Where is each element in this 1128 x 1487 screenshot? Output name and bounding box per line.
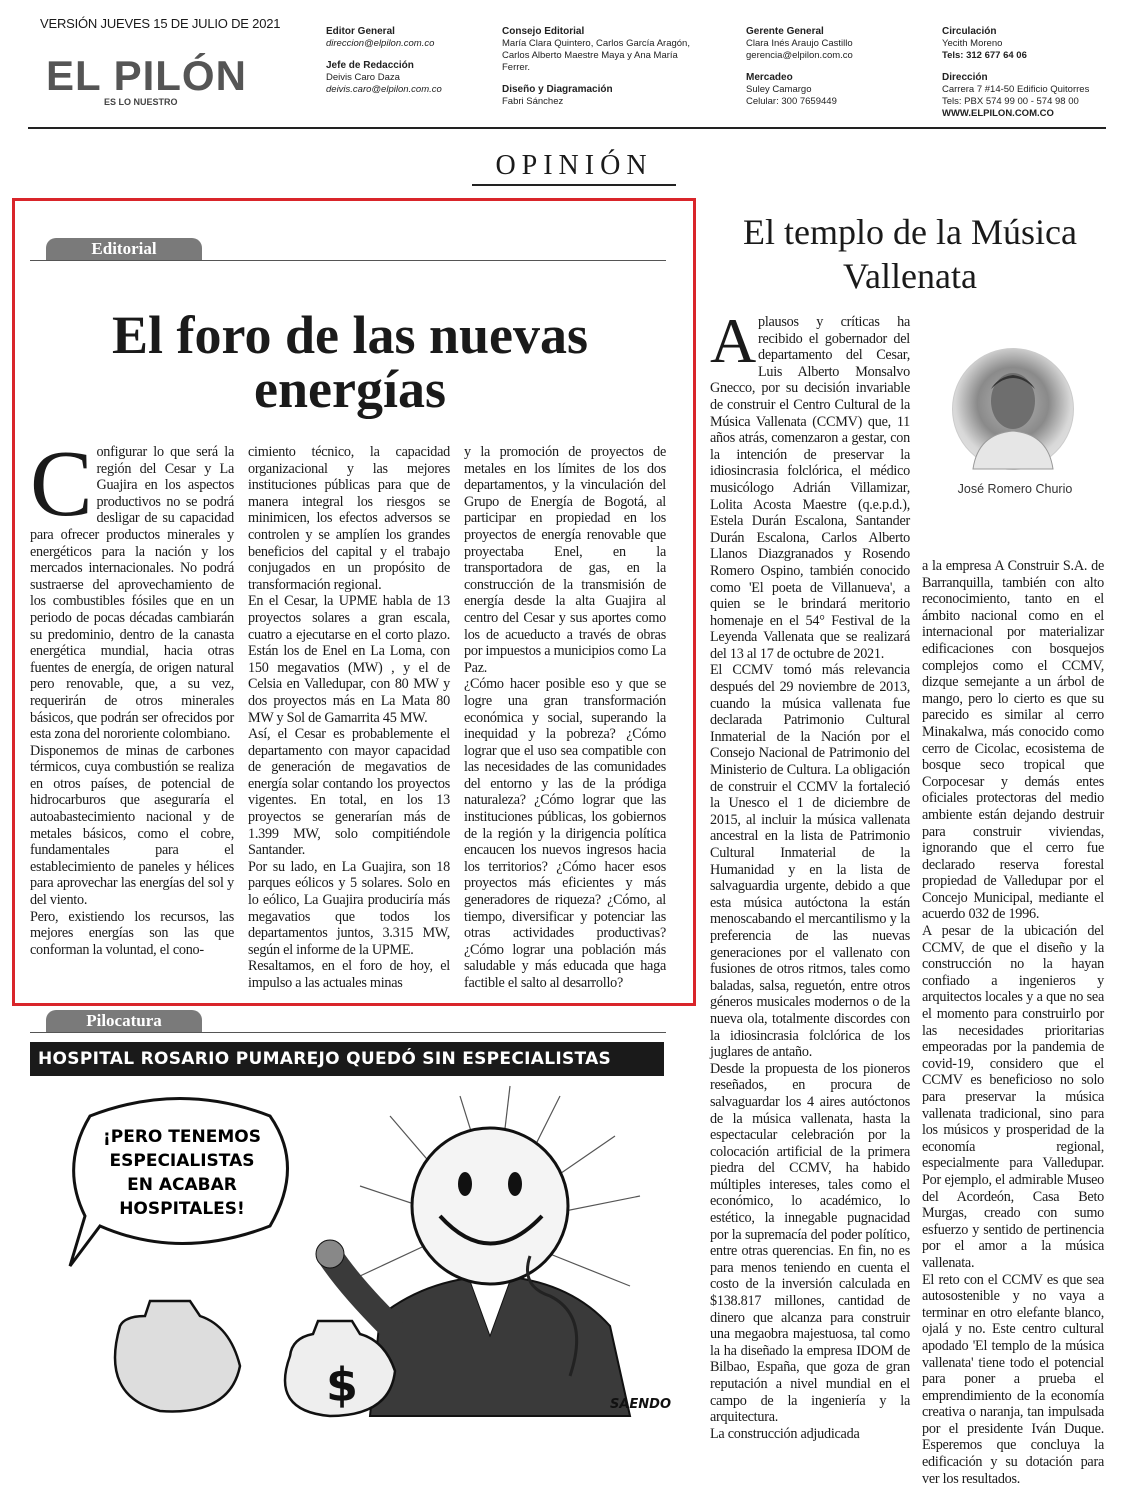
opinion-column-2 bbox=[922, 558, 1104, 1487]
editorial-column-3 bbox=[464, 444, 666, 992]
paragraph: A pesar de la ubicación del CCMV, de que el diseño y la construcción no la hayan confiado a ingenieros y arquitectos locales y a que no sea el momento para construirlo por las necesidades prioritarias empeoradas por la pandemia de covid-19, considero que el CCMV es beneficioso no solo para preservar la música vallenata tradicional, sino para los músicos y prosperidad de la economía regional, especialmente para Valledupar. Por ejemplo, el admirable Museo del Acordeón, Casa Beto Murgas, creado con sumo esfuerzo y sentido de pertinencia por el amor a la música vallenata. bbox=[922, 923, 1104, 1271]
paragraph: onfigurar lo que será la región del Cesar y La Guajira en los aspectos productivos no se podrá desligar de su capacidad para ofrecer productos minerales y energéticos para la nación y los mercados internacionales. No podrá sustraerse del aprovechamiento de los combustibles fósiles que en un periodo de pocas décadas cambiarán su predominio, dentro de la canasta energética mundial, hacia otras fuentes de energía, de origen natural pero renovable, que, a su vez, requerirán de otros minerales básicos, que podrán ser ofrecidos por esta zona del nororiente colombiano. bbox=[30, 444, 234, 743]
headline-line: El templo de la Música bbox=[743, 212, 1077, 252]
staff-name: Deivis Caro Daza bbox=[326, 72, 400, 83]
staff-role: Diseño y Diagramación bbox=[502, 84, 613, 95]
staff-column-2 bbox=[502, 26, 722, 108]
paragraph: El reto con el CCMV es que sea autosostenible y no vaya a terminar en otro elefante blanco, ojalá y no. Este centro cultural apodado 'El templo de la música vallenata' tiene todo el potencial para poner a prueba el emprendimiento de la economía creativa o naranja, tan impulsada por el presidente Iván Duque. Esperemos que concluya la edificación y su dotación para ver los resultados. bbox=[922, 1271, 1104, 1487]
staff-phone: Tels: 312 677 64 06 bbox=[942, 50, 1027, 61]
staff-name: María Clara Quintero, Carlos García Aragón, bbox=[502, 38, 690, 49]
paragraph: cimiento técnico, la capacidad organizacional y las mejores instituciones públicas para que de manera integral los riesgos se minimicen, los efectos adversos se controlen y se amplíen los grandes beneficios del capital y el trabajo conjugados en un propósito de transformación regional. bbox=[248, 444, 450, 593]
editorial-tab: Editorial bbox=[46, 238, 202, 260]
hand bbox=[316, 1240, 344, 1268]
headline-line: Vallenata bbox=[843, 256, 977, 296]
staff-name: Ferrer. bbox=[502, 62, 530, 73]
masthead-divider bbox=[28, 127, 1106, 129]
staff-column-1 bbox=[326, 26, 486, 96]
paragraph: En el Cesar, la UPME habla de 13 proyectos solares a gran escala, cuatro a ejecutarse en el corto plazo. Están los de Enel en La Loma, con 150 megavatios (MW) , y el de Celsia en Valledupar, con 80 MW y dos proyectos más en La Mata 80 MW y Sol de Gamarrita 45 MW. bbox=[248, 593, 450, 726]
staff-column-4 bbox=[942, 26, 1112, 120]
opinion-column-1 bbox=[710, 305, 910, 1442]
staff-name: Fabri Sánchez bbox=[502, 96, 564, 107]
paragraph: Desde la propuesta de los pioneros reseñados, en procura de salvaguardar los 4 aires autóctonos de la música vallenata, hasta la espectacular celebración por la colocación artificial de la primera piedra del CCMV, ha habido múltiples intereses, tales como el económico, lo académico, lo estético, la innegable pugnacidad por la supremacía del poder político, entre otras querencias. En fin, no es para menos teniendo en cuenta el costo de la inversión calculada en $138.817 millones, cantidad de dinero que alcanza para construir una megaobra majestuosa, tal como la ha diseñado la empresa IDOM de Bilbao, España, que goza de gran reputación a nivel mundial en el campo de la ingeniería y la arquitectura. bbox=[710, 1060, 910, 1426]
paragraph: plausos y críticas ha recibido el gobernador del departamento del Cesar, Luis Alberto Monsalvo Gnecco, por su decisión invariable de construir el Centro Cultural de la Música Vallenata (CCMV) que, 11 años atrás, comenzaron a gestar, con la intención de preservar la idiosincrasia folclórica, el médico musicólogo Adrián Villamizar, Lolita Acosta Maestre (q.e.p.d.), Estela Durán Escalona, Santander Durán Escalona, Carlos Alberto Llanos Diazgranados y Rosendo Romero Ospino, también conocido como 'El poeta de Villanueva', a quien se le brindará meritorio homenaje en el 54° Festival de la Leyenda Vallenata que se realizará del 13 al 17 de octubre de 2021. bbox=[710, 314, 910, 662]
cartoon-headline: HOSPITAL ROSARIO PUMAREJO QUEDÓ SIN ESPECIALISTAS bbox=[30, 1042, 664, 1076]
headline-line: El foro de las nuevas bbox=[111, 305, 589, 365]
cartoon-illustration bbox=[30, 1076, 672, 1416]
author-photo bbox=[952, 348, 1074, 470]
paragraph: El CCMV tomó más relevancia después del 29 noviembre de 2013, cuando la música vallenata fue declarada Patrimonio Cultural Inmaterial de la Nación por el Consejo Nacional de Patrimonio del Ministerio de Cultura. La obligación de construir el CCMV la fortaleció la Unesco el 1 de diciembre de 2015, al incluir la música vallenata ancestral en la lista de Patrimonio Cultural Inmaterial de la Humanidad y en la lista de salvaguardia urgente, debido a que esta música autóctona la están menoscabando el mercantilismo y la preferencia de las nuevas generaciones por el vallenato con fusiones de otros ritmos, tales como baladas, salsa, reguetón, entre otros géneros musicales modernos o de la nueva ola, totalmente discordes con la idiosincrasia folclórica de los juglares de antaño. bbox=[710, 662, 910, 1061]
staff-role: Dirección bbox=[942, 72, 988, 83]
editorial-column-1 bbox=[30, 432, 234, 958]
section-title: OPINIÓN bbox=[472, 150, 676, 186]
paragraph: La construcción adjudicada bbox=[710, 1425, 860, 1442]
edition-date: VERSIÓN JUEVES 15 DE JULIO DE 2021 bbox=[40, 16, 281, 31]
staff-role: Jefe de Redacción bbox=[326, 60, 414, 71]
drop-cap: C bbox=[30, 432, 93, 536]
staff-role: Mercadeo bbox=[746, 72, 793, 83]
staff-name: Clara Inés Araujo Castillo bbox=[746, 38, 853, 49]
paragraph: a la empresa A Construir S.A. de Barranquilla, también con alto reconocimiento, tanto en el ámbito nacional como en el internacional por materializar edificaciones con bosquejos complejos como el CCMV, dizque semejante a un árbol de mango, pero lo cierto es que su parecido es similar al cerro Minakalwa, más conocido como cerro de Cicolac, ecosistema de bosque seco tropical que Corpocesar y demás entes oficiales protectoras del medio ambiente están dejando destruir para construir viviendas, ignorando que el cerro fue declarado reserva forestal propiedad de Valledupar por el Concejo Municipal, mediante el acuerdo 032 de 1996. bbox=[922, 558, 1104, 923]
staff-email[interactable]: gerencia@elpilon.com.co bbox=[746, 50, 853, 61]
website-link[interactable]: WWW.ELPILON.COM.CO bbox=[942, 108, 1054, 119]
author-portrait-icon bbox=[953, 349, 1073, 469]
drop-cap: A bbox=[710, 305, 756, 376]
paragraph: Pero, existiendo los recursos, las mejores energías son las que conforman la voluntad, el cono- bbox=[30, 908, 234, 958]
paragraph: Disponemos de minas de carbones térmicos, cuya combustión se realiza en otros países, de potencial de hidrocarburos que aseguraría el autoabastecimiento nacional y de metales básicos, como el cobre, fundamentales para el establecimiento de paneles y hélices para aprovechar las energías del sol y del viento. bbox=[30, 742, 234, 909]
staff-phone: Tels: PBX 574 99 00 - 574 98 00 bbox=[942, 96, 1079, 107]
staff-role: Consejo Editorial bbox=[502, 26, 585, 37]
cartoon-rule bbox=[30, 1032, 666, 1033]
editorial-rule bbox=[30, 260, 666, 261]
address: Carrera 7 #14-50 Edificio Quitorres bbox=[942, 84, 1090, 95]
staff-email[interactable]: direccion@elpilon.com.co bbox=[326, 38, 435, 49]
staff-name: Yecith Moreno bbox=[942, 38, 1003, 49]
logo-tagline: ES LO NUESTRO bbox=[104, 97, 178, 107]
staff-column-3 bbox=[746, 26, 916, 108]
paragraph: Así, el Cesar es probablemente el departamento con mayor capacidad de generación de megavatios de energía solar contando los proyectos vigentes. En total, en los 13 proyectos se generarían más de 1.399 MW, solo compitiéndole Santander. bbox=[248, 726, 450, 859]
staff-name: Suley Camargo bbox=[746, 84, 812, 95]
column-headline bbox=[708, 210, 1112, 298]
bubble-line: HOSPITALES! bbox=[119, 1199, 245, 1219]
paragraph: ¿Cómo hacer posible eso y que se logre una gran transformación económica y social, superando la inequidad y la pobreza? ¿Cómo lograr que el uso sea compatible con las necesidades de las comunidades del entorno y las de la pródiga naturaleza? ¿Cómo lograr que las instituciones públicas, los gobiernos de la región y la dirigencia política encaucen los nuevos ingresos hacia los territorios? ¿Cómo hacer esos proyectos más eficientes y más generadores de riqueza? ¿Cómo, al tiempo, diversificar y potenciar las otras actividades productivas? ¿Cómo lograr una población más saludable y más educada que haga factible el salto al desarrollo? bbox=[464, 676, 666, 991]
newspaper-logo[interactable]: EL PILÓN bbox=[46, 52, 247, 99]
staff-role: Gerente General bbox=[746, 26, 824, 37]
paragraph: y la promoción de proyectos de metales en los límites de los dos departamentos, y la vinculación del Grupo de Energía de Bogotá, al participar en propiedad en los proyectos de energía renovable que proyectaba Enel, en la transportadora de gas, en la construcción de la transmisión de energía desde la alta Guajira al centro del Cesar y sus aportes como los de acueducto a través de obras por impuestos a municipios como La Paz. bbox=[464, 444, 666, 676]
cartoonist-signature: SAENDO bbox=[610, 1397, 672, 1412]
staff-phone: Celular: 300 7659449 bbox=[746, 96, 837, 107]
bubble-line: ESPECIALISTAS bbox=[109, 1151, 255, 1171]
dollar-sign: $ bbox=[325, 1358, 359, 1412]
staff-email[interactable]: deivis.caro@elpilon.com.co bbox=[326, 84, 442, 95]
author-name: José Romero Churio bbox=[957, 482, 1073, 496]
headline-line: energías bbox=[254, 359, 446, 419]
staff-role: Circulación bbox=[942, 26, 997, 37]
staff-name: Carlos Alberto Maestre Maya y Ana María bbox=[502, 50, 678, 61]
staff-role: Editor General bbox=[326, 26, 395, 37]
editorial-column-2 bbox=[248, 444, 450, 992]
bubble-line: EN ACABAR bbox=[127, 1175, 237, 1195]
smiley-face-icon bbox=[412, 1128, 568, 1284]
bubble-line: ¡PERO TENEMOS bbox=[103, 1127, 261, 1147]
paragraph: Por su lado, en La Guajira, son 18 parques eólicos y 5 solares. Solo en lo eólico, La Guajira produciría más megavatios que todos los departamentos juntos, 3.315 MW, según el informe de la UPME. bbox=[248, 858, 450, 958]
paragraph: Resaltamos, en el foro de hoy, el impulso a las actuales minas bbox=[248, 958, 450, 991]
cartoon-tab: Pilocatura bbox=[46, 1010, 202, 1032]
editorial-headline bbox=[40, 305, 660, 419]
